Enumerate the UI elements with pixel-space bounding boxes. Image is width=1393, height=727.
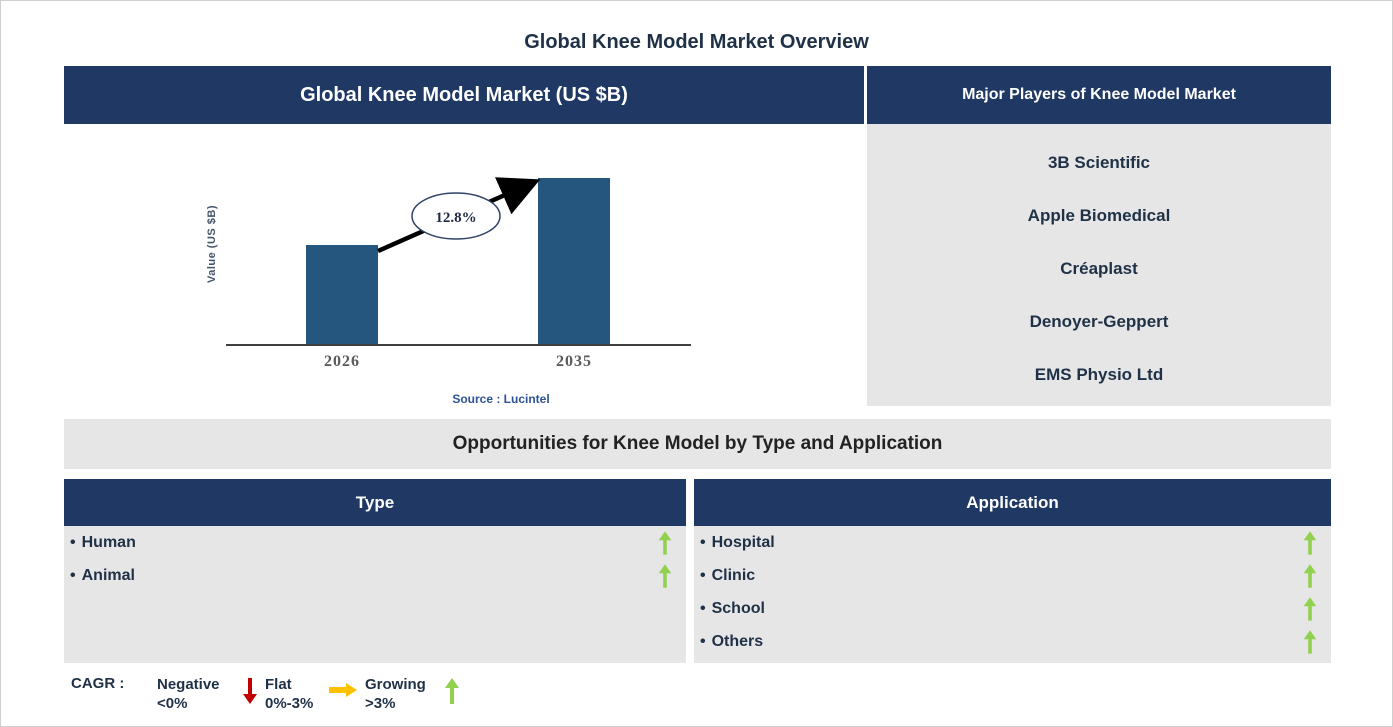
player-item: Créaplast bbox=[1060, 258, 1138, 278]
opportunities-banner: Opportunities for Knee Model by Type and Application bbox=[64, 419, 1331, 469]
player-item: Denoyer-Geppert bbox=[1029, 311, 1169, 331]
legend-entry-name: Flat bbox=[265, 676, 292, 693]
list-item bbox=[694, 526, 1331, 559]
market-chart-panel bbox=[64, 66, 864, 411]
trend-up-icon bbox=[1304, 531, 1317, 554]
application-item-label: School bbox=[711, 599, 765, 617]
bullet: • bbox=[700, 533, 706, 551]
legend-entry-flat bbox=[265, 675, 357, 713]
application-list bbox=[694, 526, 1331, 663]
player-item: Apple Biomedical bbox=[1027, 205, 1171, 225]
list-item bbox=[64, 559, 686, 592]
players-panel-header: Major Players of Knee Model Market bbox=[867, 66, 1331, 124]
legend-title: CAGR : bbox=[71, 675, 125, 692]
legend-entry-growing bbox=[365, 675, 459, 713]
trend-up-icon bbox=[659, 531, 672, 554]
page-title: Global Knee Model Market Overview bbox=[524, 31, 869, 53]
application-item-label: Hospital bbox=[711, 533, 775, 551]
list-item bbox=[694, 592, 1331, 625]
growth-arrow-overlay bbox=[64, 124, 864, 411]
player-item: EMS Physio Ltd bbox=[1034, 364, 1164, 384]
x-tick-2026: 2026 bbox=[324, 353, 360, 370]
chart-source: Source : Lucintel bbox=[452, 392, 550, 406]
type-item-label: Human bbox=[81, 533, 136, 551]
application-item-label: Others bbox=[711, 632, 764, 650]
legend-entry-range: 0%-3% bbox=[265, 695, 314, 712]
bullet: • bbox=[70, 566, 76, 584]
cagr-value: 12.8% bbox=[435, 210, 477, 226]
bullet: • bbox=[70, 533, 76, 551]
x-tick-2035: 2035 bbox=[556, 353, 592, 370]
type-panel-header: Type bbox=[64, 479, 686, 526]
chart-panel-header: Global Knee Model Market (US $B) bbox=[64, 66, 864, 124]
legend-entry-negative bbox=[157, 675, 257, 713]
legend-entry-name: Growing bbox=[365, 676, 426, 693]
legend-entry-range: <0% bbox=[157, 695, 188, 712]
players-list bbox=[867, 124, 1331, 406]
bar-chart bbox=[64, 124, 864, 411]
trend-up-icon bbox=[445, 678, 459, 704]
bullet: • bbox=[700, 566, 706, 584]
legend-entry-range: >3% bbox=[365, 695, 396, 712]
cagr-legend bbox=[71, 675, 459, 713]
bullet: • bbox=[700, 599, 706, 617]
trend-up-icon bbox=[659, 564, 672, 587]
legend-entry-name: Negative bbox=[157, 676, 220, 693]
y-axis-label: Value (US $B) bbox=[206, 204, 218, 284]
bullet: • bbox=[700, 632, 706, 650]
list-item bbox=[64, 526, 686, 559]
trend-flat-icon bbox=[329, 683, 357, 697]
trend-down-icon bbox=[243, 678, 257, 704]
major-players-panel bbox=[867, 66, 1331, 406]
application-panel-header: Application bbox=[694, 479, 1331, 526]
application-item-label: Clinic bbox=[711, 566, 756, 584]
trend-up-icon bbox=[1304, 597, 1317, 620]
trend-up-icon bbox=[1304, 564, 1317, 587]
trend-up-icon bbox=[1304, 630, 1317, 653]
list-item bbox=[694, 625, 1331, 658]
type-item-label: Animal bbox=[81, 566, 135, 584]
list-item bbox=[694, 559, 1331, 592]
type-list bbox=[64, 526, 686, 663]
player-item: 3B Scientific bbox=[1047, 152, 1151, 172]
